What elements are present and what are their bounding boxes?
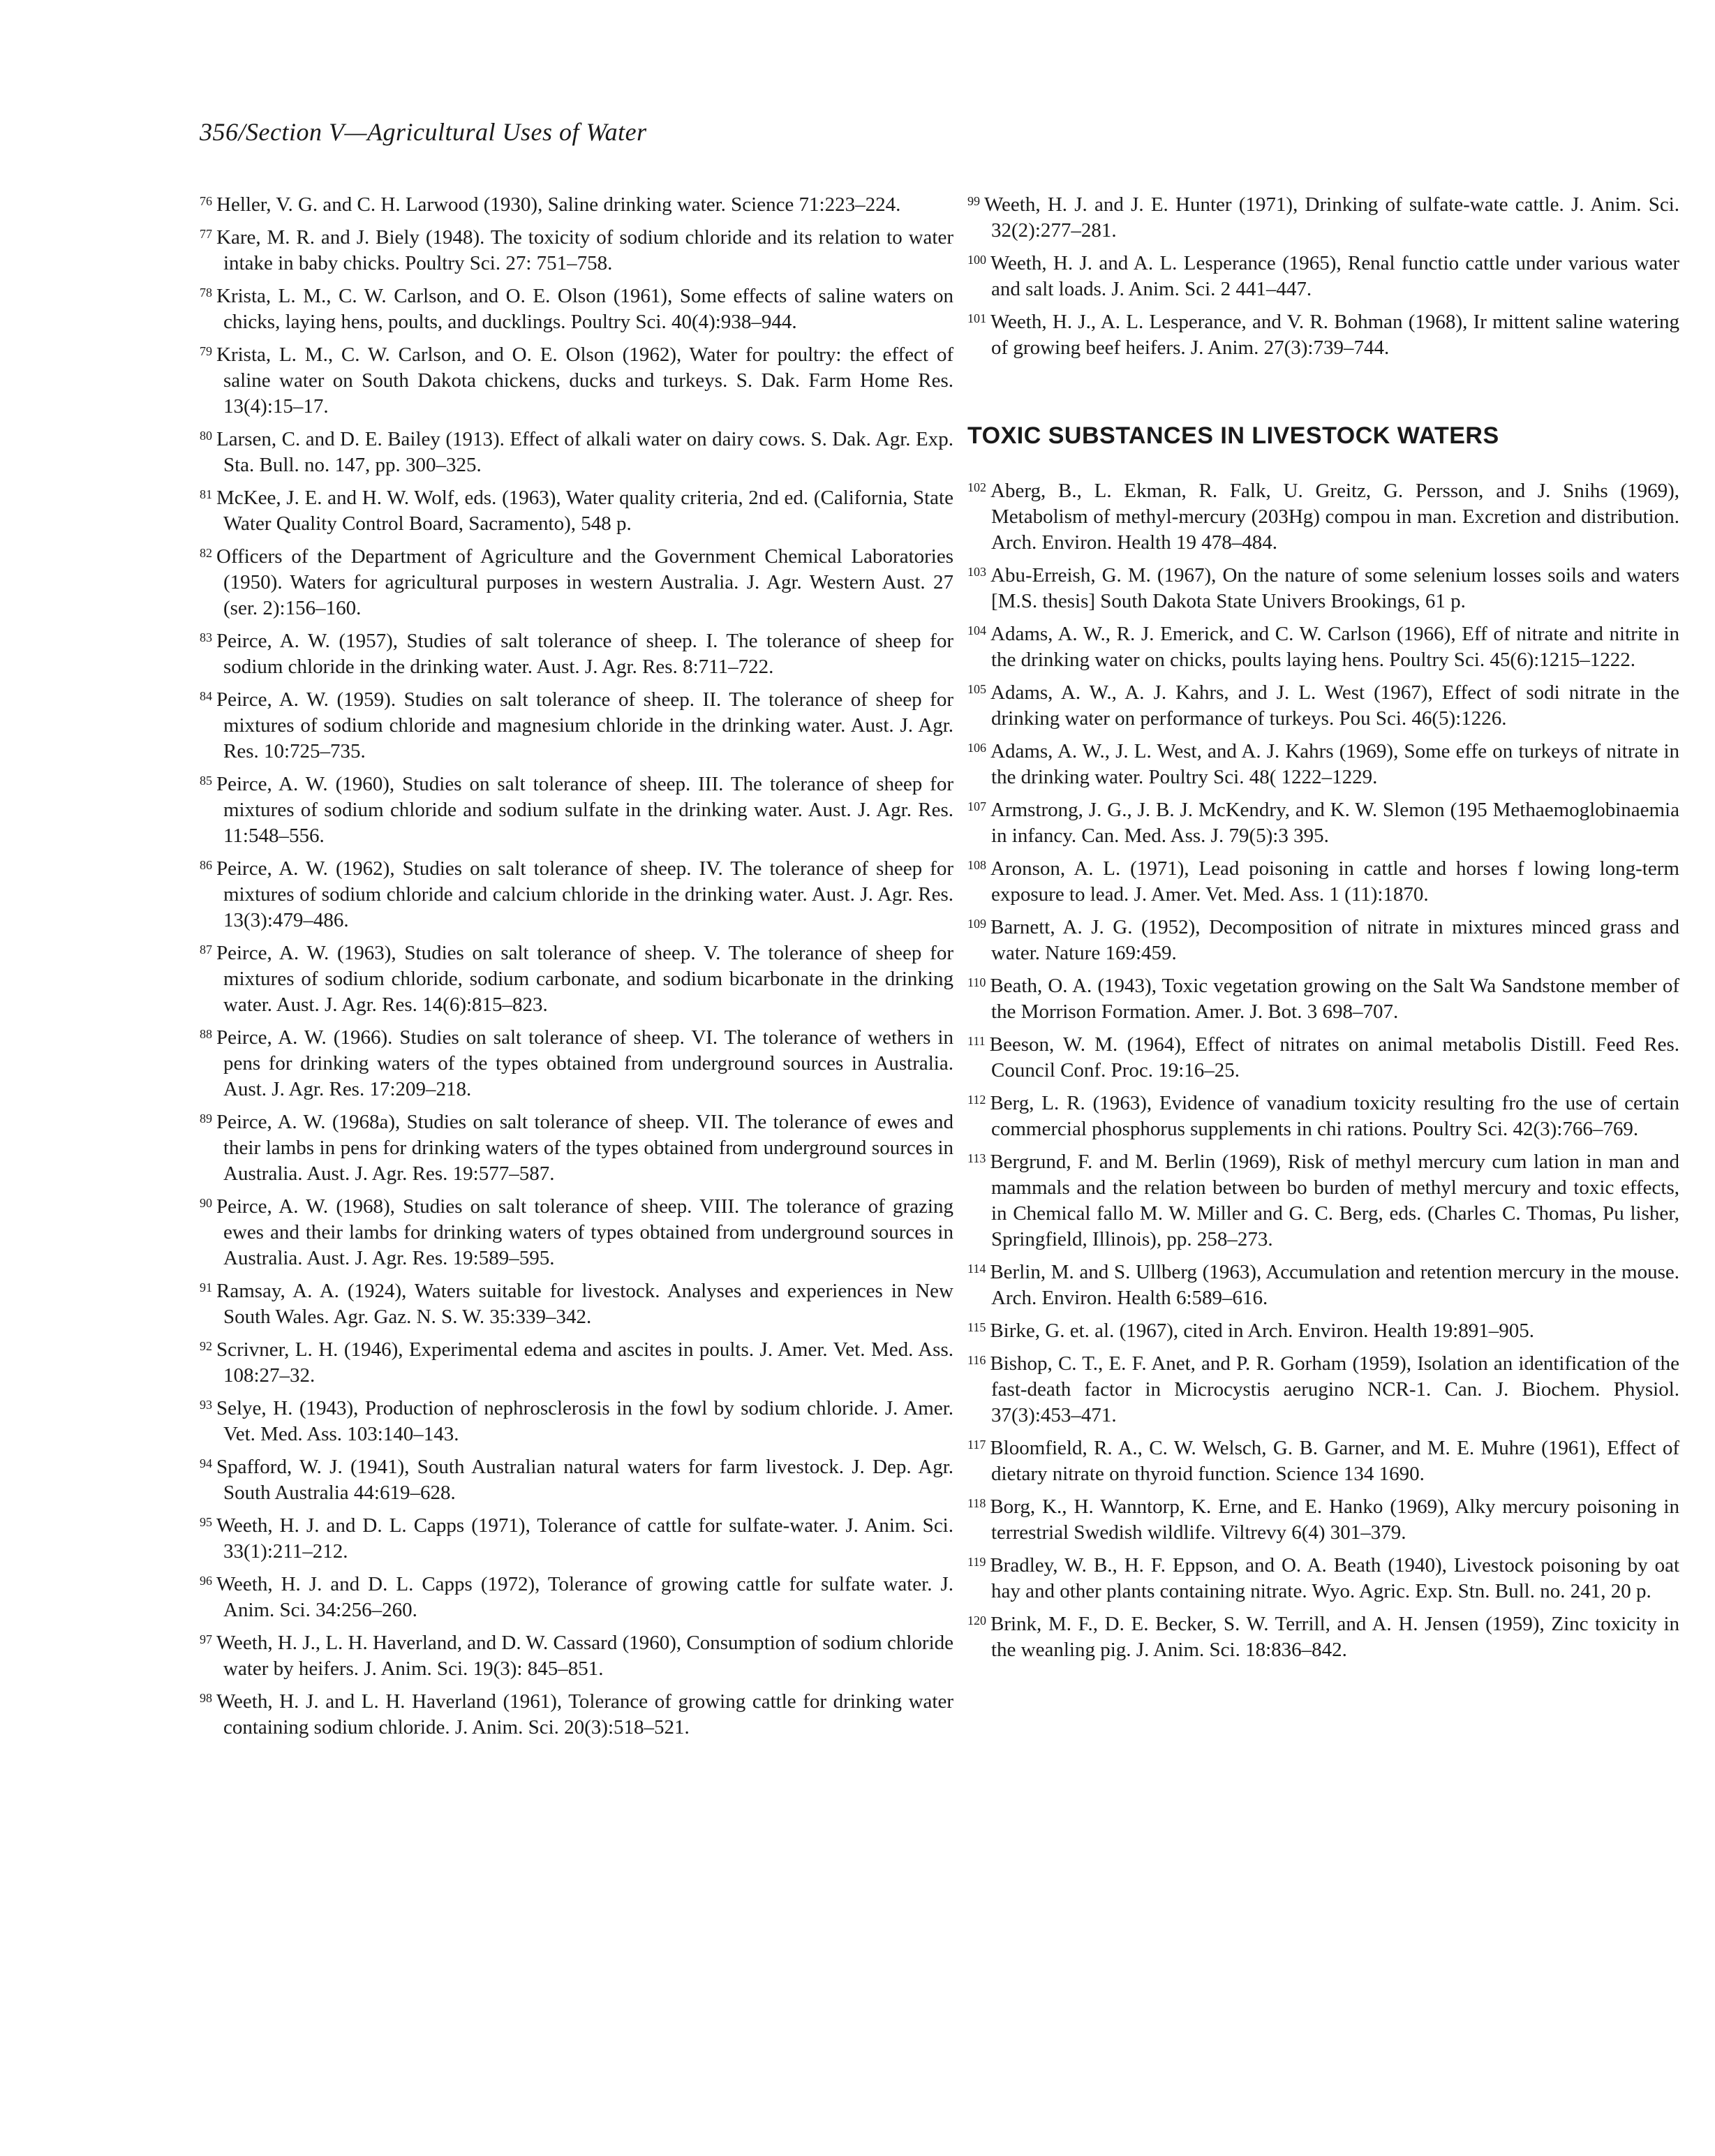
reference-entry: [200, 1451, 953, 1506]
reference-text: Beeson, W. M. (1964), Effect of nitrates on animal metabolis Distill. Feed Res. Council Conf. Proc. 19:16–25.: [989, 1033, 1679, 1081]
reference-entry: [200, 625, 953, 680]
reference-number: 96: [200, 1574, 212, 1588]
reference-number: 116: [967, 1353, 986, 1367]
reference-entry: [200, 684, 953, 765]
reference-entry: [200, 189, 953, 218]
reference-text: Peirce, A. W. (1966). Studies on salt tolerance of sheep. VI. The tolerance of wethers in pens for drinking waters of the types obtained from underground sources in Australia. Aust. J. Agr. Res. 17:209–218.: [216, 1026, 953, 1100]
reference-number: 111: [967, 1034, 986, 1048]
reference-number: 93: [200, 1398, 212, 1412]
reference-number: 91: [200, 1280, 212, 1294]
reference-number: 105: [967, 682, 986, 696]
reference-number: 112: [967, 1093, 986, 1107]
reference-text: Ramsay, A. A. (1924), Waters suitable for livestock. Analyses and experiences in New South Wales. Agr. Gaz. N. S. W. 35:339–342.: [216, 1280, 953, 1328]
reference-entry: [967, 618, 1679, 673]
reference-text: Beath, O. A. (1943), Toxic vegetation growing on the Salt Wa Sandstone member of the Morrison Formation. Amer. J. Bot. 3 698–707.: [990, 975, 1679, 1023]
reference-number: 115: [967, 1320, 986, 1334]
reference-text: Officers of the Department of Agriculture and the Government Chemical Laboratories (1950). Waters for agricultural purposes in western Australia. J. Agr. Western Aust. 27 (ser. 2):156–160.: [216, 545, 953, 619]
reference-number: 81: [200, 487, 212, 501]
reference-number: 119: [967, 1555, 986, 1569]
reference-entry: [967, 911, 1679, 966]
reference-entry: [200, 768, 953, 849]
reference-entry: [967, 1348, 1679, 1428]
reference-text: Krista, L. M., C. W. Carlson, and O. E. Olson (1962), Water for poultry: the effect of saline water on South Dakota chickens, ducks and turkeys. S. Dak. Farm Home Res. 13(4):15–17.: [216, 344, 953, 418]
reference-entry: [200, 280, 953, 335]
reference-number: 114: [967, 1262, 986, 1276]
reference-entry: [967, 852, 1679, 908]
reference-text: Birke, G. et. al. (1967), cited in Arch. Environ. Health 19:891–905.: [990, 1320, 1534, 1342]
reference-number: 97: [200, 1632, 212, 1646]
running-title: /Section V—Agricultural Uses of Water: [238, 118, 647, 146]
left-column: [200, 189, 953, 1744]
reference-entry: [967, 247, 1679, 302]
reference-text: Bishop, C. T., E. F. Anet, and P. R. Gorham (1959), Isolation an identification of the fast-death factor in Microcystis aerugino NCR-1. Can. J. Biochem. Physiol. 37(3):453–471.: [990, 1352, 1679, 1426]
reference-number: 101: [967, 311, 986, 325]
reference-number: 110: [967, 975, 986, 989]
reference-entry: [200, 852, 953, 933]
reference-entry: [967, 1549, 1679, 1604]
reference-entry: [200, 1392, 953, 1447]
reference-text: Weeth, H. J., L. H. Haverland, and D. W. Cassard (1960), Consumption of sodium chloride water by heifers. J. Anim. Sci. 19(3): 845–851.: [216, 1632, 954, 1680]
reference-entry: [967, 475, 1679, 556]
reference-text: Barnett, A. J. G. (1952), Decomposition of nitrate in mixtures minced grass and water. Nature 169:459.: [990, 916, 1679, 964]
reference-text: Selye, H. (1943), Production of nephrosclerosis in the fowl by sodium chloride. J. Amer. Vet. Med. Ass. 103:140–143.: [216, 1397, 953, 1445]
reference-entry: [967, 1491, 1679, 1546]
reference-entry: [200, 1509, 953, 1565]
reference-entry: [967, 306, 1679, 361]
reference-text: Weeth, H. J. and D. L. Capps (1972), Tolerance of growing cattle for sulfate water. J. Anim. Sci. 34:256–260.: [216, 1573, 953, 1621]
reference-text: Peirce, A. W. (1968), Studies on salt tolerance of sheep. VIII. The tolerance of grazing ewes and their lambs for drinking waters of types obtained from underground sources in Australia. Aust. J. Agr. Res. 19:589–595.: [216, 1195, 953, 1269]
reference-text: Bergrund, F. and M. Berlin (1969), Risk of methyl mercury cum lation in man and mammals and the relation between bo burden of methyl mercury and toxic effects, in Chemical fallo M. W. Miller and G. C. Berg, eds. (Charles C. Thomas, Pu lisher, Springfield, Illinois), pp. 258–273.: [990, 1151, 1679, 1250]
reference-text: Weeth, H. J. and J. E. Hunter (1971), Drinking of sulfate-wate cattle. J. Anim. Sci. 32(2):277–281.: [984, 193, 1679, 242]
reference-entry: [967, 1432, 1679, 1487]
reference-number: 99: [967, 194, 980, 208]
section-heading: TOXIC SUBSTANCES IN LIVESTOCK WATERS: [967, 422, 1499, 449]
reference-number: 120: [967, 1614, 986, 1627]
reference-text: Brink, M. F., D. E. Becker, S. W. Terrill, and A. H. Jensen (1959), Zinc toxicity in the weanling pig. J. Anim. Sci. 18:836–842.: [990, 1613, 1679, 1661]
reference-text: Borg, K., H. Wanntorp, K. Erne, and E. Hanko (1969), Alky mercury poisoning in terrestrial Swedish wildlife. Viltrevy 6(4) 301–379.: [990, 1496, 1679, 1544]
reference-number: 107: [967, 799, 986, 813]
reference-text: Aberg, B., L. Ekman, R. Falk, U. Greitz, G. Persson, and J. Snihs (1969), Metabolism of methyl-mercury (203Hg) compou in man. Excretion and distribution. Arch. Environ. Health 19 478–484.: [990, 480, 1679, 554]
reference-entry: [967, 189, 1679, 244]
reference-entry: [967, 1315, 1679, 1344]
reference-number: 109: [967, 917, 986, 931]
reference-number: 86: [200, 858, 212, 872]
reference-text: Adams, A. W., J. L. West, and A. J. Kahrs (1969), Some effe on turkeys of nitrate in the drinking water. Poultry Sci. 48( 1222–1229.: [990, 740, 1679, 788]
reference-number: 90: [200, 1196, 212, 1210]
reference-text: Aronson, A. L. (1971), Lead poisoning in cattle and horses f lowing long-term exposure to lead. J. Amer. Vet. Med. Ass. 1 (11):1870.: [990, 857, 1679, 906]
right-column: [967, 189, 1679, 1667]
reference-number: 104: [967, 623, 986, 637]
reference-entry: [200, 1568, 953, 1623]
reference-text: Heller, V. G. and C. H. Larwood (1930), Saline drinking water. Science 71:223–224.: [216, 193, 901, 216]
reference-entry: [967, 677, 1679, 732]
reference-text: Berg, L. R. (1963), Evidence of vanadium toxicity resulting fro the use of certain commercial phosphorus supplements in chi rations. Poultry Sci. 42(3):766–769.: [990, 1092, 1679, 1140]
reference-number: 98: [200, 1691, 212, 1705]
reference-number: 80: [200, 429, 212, 443]
running-header: [200, 117, 647, 147]
reference-number: 118: [967, 1496, 986, 1510]
reference-text: McKee, J. E. and H. W. Wolf, eds. (1963), Water quality criteria, 2nd ed. (California, State Water Quality Control Board, Sacramento), 548 p.: [216, 487, 953, 535]
reference-text: Bloomfield, R. A., C. W. Welsch, G. B. Garner, and M. E. Muhre (1961), Effect of dietary nitrate on thyroid function. Science 134 1690.: [990, 1437, 1679, 1485]
reference-number: 83: [200, 630, 212, 644]
reference-number: 103: [967, 565, 986, 579]
reference-entry: [200, 1334, 953, 1389]
reference-text: Berlin, M. and S. Ullberg (1963), Accumulation and retention mercury in the mouse. Arch. Environ. Health 6:589–616.: [990, 1261, 1679, 1309]
reference-number: 102: [967, 480, 986, 494]
reference-text: Adams, A. W., R. J. Emerick, and C. W. Carlson (1966), Eff of nitrate and nitrite in the drinking water on chicks, poults laying hens. Poultry Sci. 45(6):1215–1222.: [990, 623, 1679, 671]
reference-number: 78: [200, 286, 212, 300]
reference-text: Weeth, H. J., A. L. Lesperance, and V. R. Bohman (1968), Ir mittent saline watering of growing beef heifers. J. Anim. 27(3):739–744.: [990, 311, 1679, 359]
reference-number: 106: [967, 741, 986, 755]
reference-entry: [200, 937, 953, 1018]
reference-entry: [200, 1685, 953, 1741]
reference-entry: [200, 1275, 953, 1330]
reference-number: 94: [200, 1456, 212, 1470]
reference-entry: [200, 1627, 953, 1682]
reference-entry: [200, 221, 953, 276]
reference-entry: [200, 1021, 953, 1102]
reference-entry: [200, 482, 953, 537]
reference-entry: [200, 1106, 953, 1187]
reference-entry: [200, 540, 953, 621]
reference-text: Peirce, A. W. (1963), Studies on salt tolerance of sheep. V. The tolerance of sheep for mixtures of sodium chloride, sodium carbonate, and sodium bicarbonate in the drinking water. Aust. J. Agr. Res. 14(6):815–823.: [216, 942, 953, 1016]
reference-text: Adams, A. W., A. J. Kahrs, and J. L. West (1967), Effect of sodi nitrate in the drinking water on performance of turkeys. Pou Sci. 46(5):1226.: [990, 681, 1679, 730]
reference-text: Scrivner, L. H. (1946), Experimental edema and ascites in poults. J. Amer. Vet. Med. Ass. 108:27–32.: [216, 1338, 953, 1387]
reference-number: 100: [967, 253, 986, 267]
reference-text: Spafford, W. J. (1941), South Australian natural waters for farm livestock. J. Dep. Agr. South Australia 44:619–628.: [216, 1456, 953, 1504]
reference-entry: [967, 1256, 1679, 1311]
reference-entry: [200, 339, 953, 420]
reference-entry: [967, 735, 1679, 790]
reference-number: 79: [200, 344, 212, 358]
reference-number: 85: [200, 774, 212, 788]
reference-text: Weeth, H. J. and A. L. Lesperance (1965), Renal functio cattle under various water and salt loads. J. Anim. Sci. 2 441–447.: [990, 252, 1679, 300]
reference-number: 89: [200, 1112, 212, 1125]
reference-text: Larsen, C. and D. E. Bailey (1913). Effect of alkali water on dairy cows. S. Dak. Agr. Exp. Sta. Bull. no. 147, pp. 300–325.: [216, 428, 953, 476]
reference-entry: [967, 1028, 1679, 1084]
reference-entry: [967, 1146, 1679, 1253]
reference-text: Weeth, H. J. and L. H. Haverland (1961), Tolerance of growing cattle for drinking water containing sodium chloride. J. Anim. Sci. 20(3):518–521.: [216, 1690, 953, 1738]
reference-number: 77: [200, 227, 212, 241]
reference-number: 108: [967, 858, 986, 872]
reference-text: Abu-Erreish, G. M. (1967), On the nature of some selenium losses soils and waters [M.S. thesis] South Dakota State Univers Brookings, 61 p.: [990, 564, 1679, 612]
reference-number: 84: [200, 689, 212, 703]
reference-number: 76: [200, 194, 212, 208]
reference-text: Peirce, A. W. (1957), Studies of salt tolerance of sheep. I. The tolerance of sheep for sodium chloride in the drinking water. Aust. J. Agr. Res. 8:711–722.: [216, 630, 953, 678]
reference-entry: [967, 559, 1679, 614]
reference-number: 87: [200, 943, 212, 957]
reference-number: 117: [967, 1438, 986, 1452]
reference-entry: [200, 1190, 953, 1271]
reference-text: Peirce, A. W. (1960), Studies on salt tolerance of sheep. III. The tolerance of sheep for mixtures of sodium chloride and sodium sulfate in the drinking water. Aust. J. Agr. Res. 11:548–556.: [216, 773, 953, 847]
right-column-bottom-references: [967, 475, 1679, 1663]
reference-text: Kare, M. R. and J. Biely (1948). The toxicity of sodium chloride and its relation to water intake in baby chicks. Poultry Sci. 27: 751–758.: [216, 226, 953, 274]
reference-text: Peirce, A. W. (1968a), Studies on salt tolerance of sheep. VII. The tolerance of ewes and their lambs in pens for drinking waters of the types obtained from underground sources in Australia. Aust. J. Agr. Res. 19:577–587.: [216, 1111, 953, 1185]
reference-text: Peirce, A. W. (1962), Studies on salt tolerance of sheep. IV. The tolerance of sheep for mixtures of sodium chloride and calcium chloride in the drinking water. Aust. J. Agr. Res. 13(3):479–486.: [216, 857, 953, 931]
reference-number: 88: [200, 1027, 212, 1041]
reference-number: 92: [200, 1339, 212, 1353]
reference-entry: [967, 794, 1679, 849]
reference-entry: [967, 970, 1679, 1025]
right-column-top-references: [967, 189, 1679, 361]
reference-number: 113: [967, 1151, 986, 1165]
reference-text: Krista, L. M., C. W. Carlson, and O. E. Olson (1961), Some effects of saline waters on chicks, laying hens, poults, and ducklings. Poultry Sci. 40(4):938–944.: [216, 285, 953, 333]
page-number: 356: [200, 118, 239, 146]
reference-entry: [200, 423, 953, 478]
reference-text: Bradley, W. B., H. F. Eppson, and O. A. Beath (1940), Livestock poisoning by oat hay and other plants containing nitrate. Wyo. Agric. Exp. Stn. Bull. no. 241, 20 p.: [990, 1554, 1679, 1602]
reference-text: Armstrong, J. G., J. B. J. McKendry, and K. W. Slemon (195 Methaemoglobinaemia in infancy. Can. Med. Ass. J. 79(5):3 395.: [990, 799, 1679, 847]
reference-entry: [967, 1608, 1679, 1663]
reference-number: 82: [200, 546, 212, 560]
reference-number: 95: [200, 1515, 212, 1529]
reference-entry: [967, 1087, 1679, 1142]
reference-text: Peirce, A. W. (1959). Studies on salt tolerance of sheep. II. The tolerance of sheep for mixtures of sodium chloride and magnesium chloride in the drinking water. Aust. J. Agr. Res. 10:725–735.: [216, 688, 953, 762]
reference-text: Weeth, H. J. and D. L. Capps (1971), Tolerance of cattle for sulfate-water. J. Anim. Sci. 33(1):211–212.: [216, 1514, 953, 1563]
